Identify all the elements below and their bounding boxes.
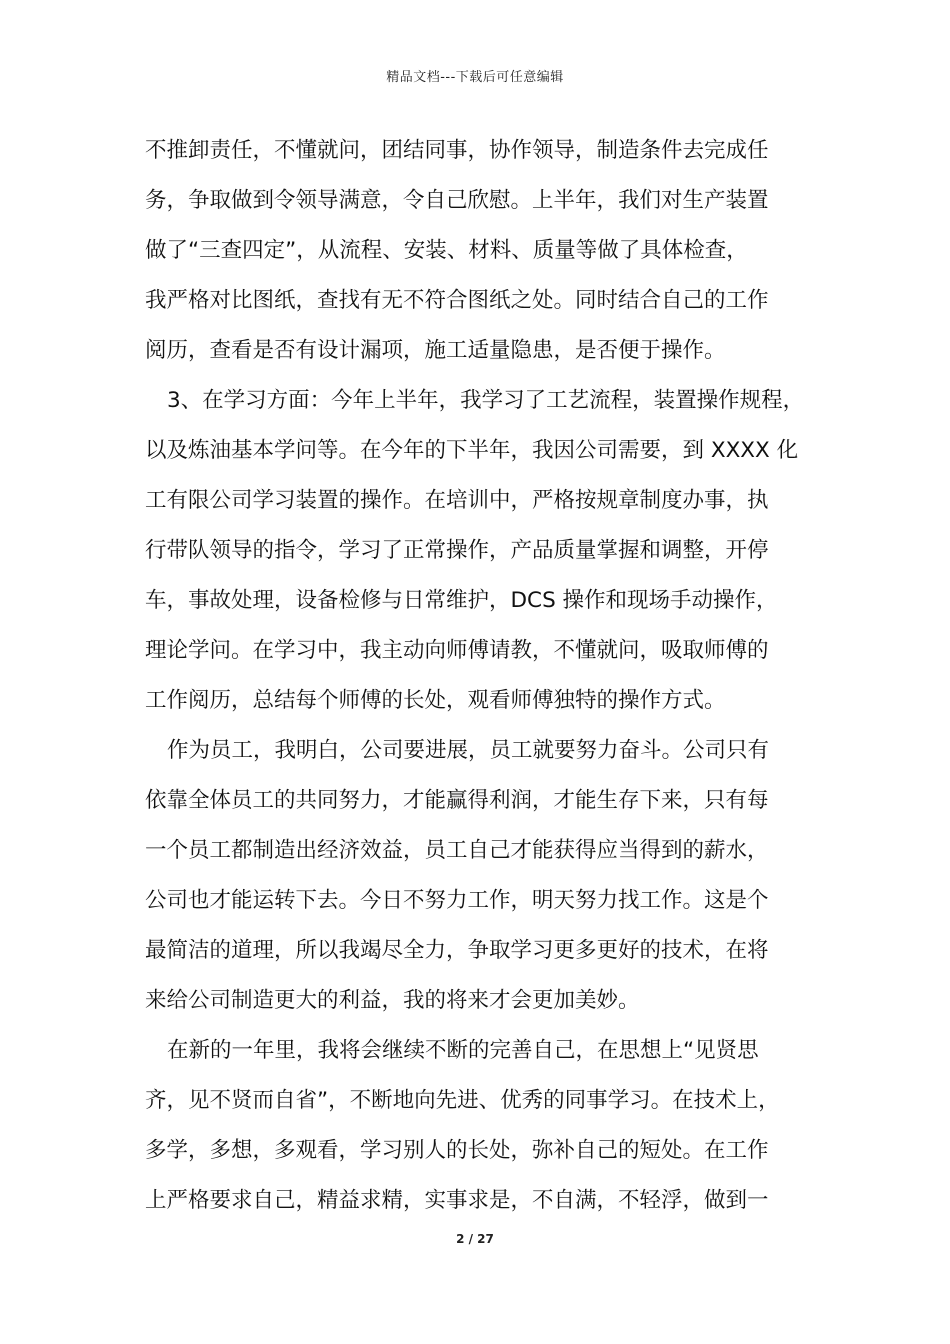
text-line: 上严格要求自己，精益求精，实事求是，不自满，不轻浮，做到一	[145, 1188, 769, 1213]
text-line: 来给公司制造更大的利益，我的将来才会更加美妙。	[145, 988, 640, 1013]
text-line: 不推卸责任，不懂就问，团结同事，协作领导，制造条件去完成任	[145, 138, 769, 163]
text-line: 行带队领导的指令，学习了正常操作，产品质量掌握和调整，开停	[145, 538, 769, 563]
text-line: 齐，见不贤而自省”，不断地向先进、优秀的同事学习。在技术上，	[145, 1088, 780, 1113]
text-line: 依靠全体员工的共同努力，才能赢得利润，才能生存下来，只有每	[145, 788, 769, 813]
page-header: 精品文档---下载后可任意编辑	[386, 70, 564, 85]
text-line: 阅历，查看是否有设计漏项，施工适量隐患，是否便于操作。	[145, 338, 726, 363]
text-line: 工有限公司学习装置的操作。在培训中，严格按规章制度办事，执	[145, 488, 769, 513]
document-body	[145, 131, 810, 1231]
text-line: 以及炼油基本学问等。在今年的下半年，我因公司需要，到 XXXX 化	[145, 438, 799, 463]
text-line: 车，事故处理，设备检修与日常维护，DCS 操作和现场手动操作，	[145, 588, 778, 613]
text-line: 理论学问。在学习中，我主动向师傅请教，不懂就问，吸取师傅的	[145, 638, 769, 663]
text-line: 多学，多想，多观看，学习别人的长处，弥补自己的短处。在工作	[145, 1138, 769, 1163]
page-number: 2 / 27	[456, 1232, 494, 1246]
text-line: 公司也才能运转下去。今日不努力工作，明天努力找工作。这是个	[145, 888, 769, 913]
paragraph-start-line: 在新的一年里，我将会继续不断的完善自己，在思想上“见贤思	[167, 1038, 759, 1063]
text-line: 我严格对比图纸，查找有无不符合图纸之处。同时结合自己的工作	[145, 288, 769, 313]
text-line: 做了“三查四定”，从流程、安装、材料、质量等做了具体检查，	[145, 238, 748, 263]
text-line: 最简洁的道理，所以我竭尽全力，争取学习更多更好的技术，在将	[145, 938, 769, 963]
text-line: 务，争取做到令领导满意，令自己欣慰。上半年，我们对生产装置	[145, 188, 769, 213]
text-line: 一个员工都制造出经济效益，员工自己才能获得应当得到的薪水，	[145, 838, 769, 863]
paragraph-start-line: 作为员工，我明白，公司要进展，员工就要努力奋斗。公司只有	[167, 738, 770, 763]
paragraph-start-line: 3、在学习方面：今年上半年，我学习了工艺流程，装置操作规程，	[167, 388, 805, 413]
text-line: 工作阅历，总结每个师傅的长处，观看师傅独特的操作方式。	[145, 688, 726, 713]
